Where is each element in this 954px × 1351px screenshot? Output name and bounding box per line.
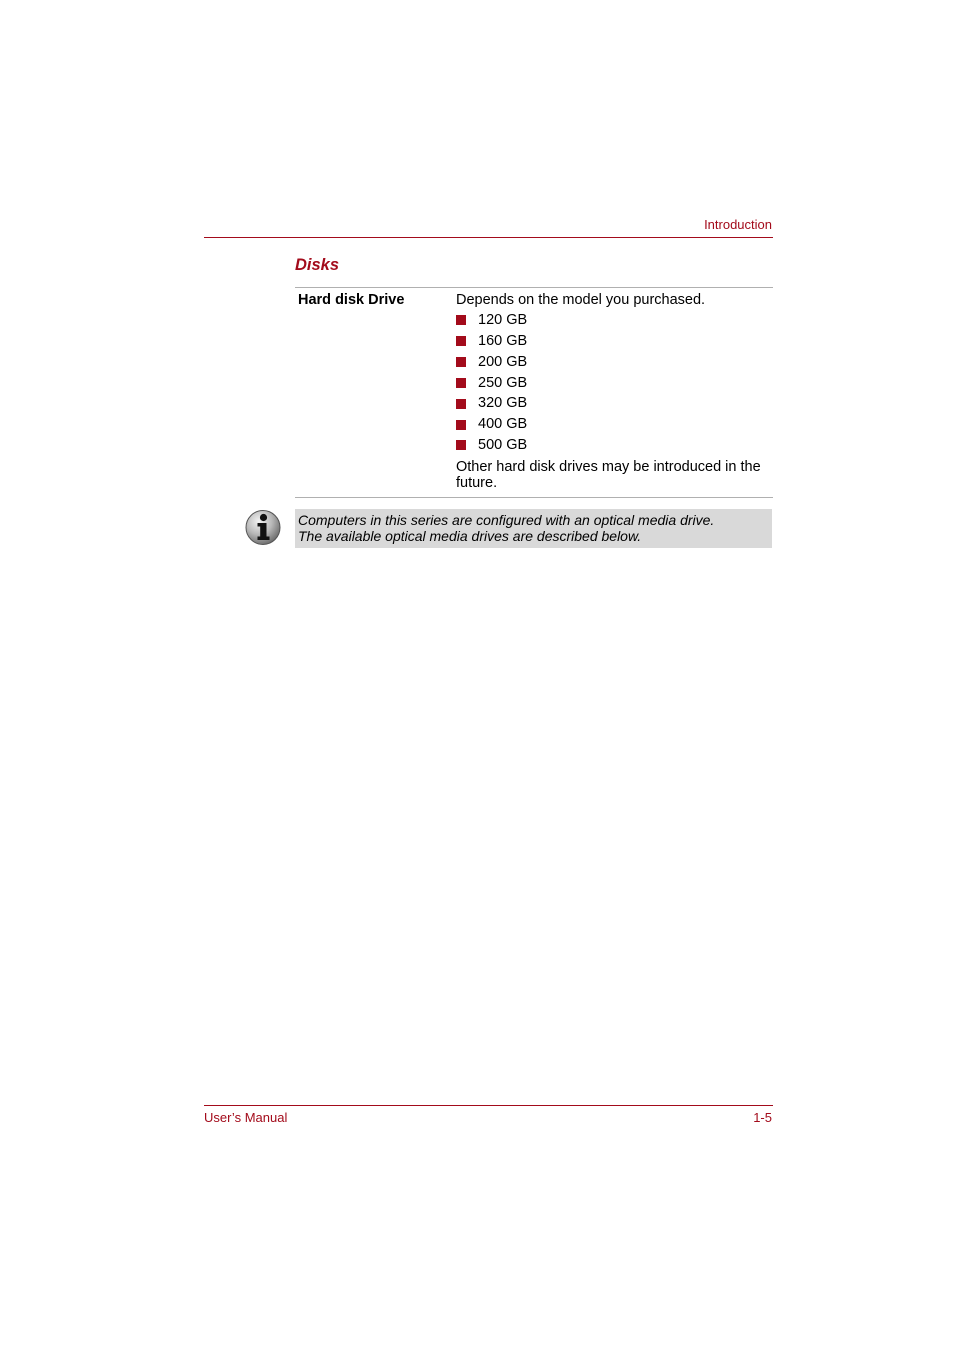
list-item — [456, 435, 773, 456]
bullet-square-icon — [456, 315, 466, 325]
capacity-label: 320 GB — [478, 395, 528, 412]
note-line: Computers in this series are configured with an optical media drive. — [298, 512, 715, 528]
footer-page-number: 1-5 — [753, 1110, 772, 1125]
list-item — [456, 310, 773, 331]
list-item — [456, 331, 773, 352]
list-item — [456, 414, 773, 435]
list-item — [456, 393, 773, 414]
info-icon — [245, 509, 281, 546]
spec-intro-text: Depends on the model you purchased. — [456, 292, 706, 308]
note-line: The available optical media drives are described below. — [298, 528, 642, 544]
section-heading: Disks — [295, 256, 340, 274]
spec-table — [295, 287, 773, 498]
capacity-label: 400 GB — [478, 416, 528, 433]
bullet-square-icon — [456, 336, 466, 346]
capacity-label: 500 GB — [478, 437, 528, 454]
spec-label: Hard disk Drive — [298, 292, 405, 308]
capacity-label: 200 GB — [478, 353, 528, 370]
spec-value — [456, 290, 773, 491]
capacity-label: 250 GB — [478, 374, 528, 391]
header-rule — [204, 237, 773, 238]
list-item — [456, 352, 773, 373]
capacity-label: 120 GB — [478, 312, 528, 329]
capacity-label: 160 GB — [478, 332, 528, 349]
bullet-square-icon — [456, 420, 466, 430]
note-box — [295, 509, 772, 548]
bullet-square-icon — [456, 440, 466, 450]
footer-manual-title: User’s Manual — [204, 1110, 288, 1125]
footer-rule — [204, 1105, 773, 1106]
spec-row-hard-disk — [295, 288, 773, 497]
running-header: Introduction — [704, 217, 772, 232]
bullet-square-icon — [456, 378, 466, 388]
spec-footer-text: Other hard disk drives may be introduced in the future. — [456, 458, 761, 491]
bullet-square-icon — [456, 357, 466, 367]
capacity-list — [456, 310, 773, 456]
bullet-square-icon — [456, 399, 466, 409]
list-item — [456, 373, 773, 394]
